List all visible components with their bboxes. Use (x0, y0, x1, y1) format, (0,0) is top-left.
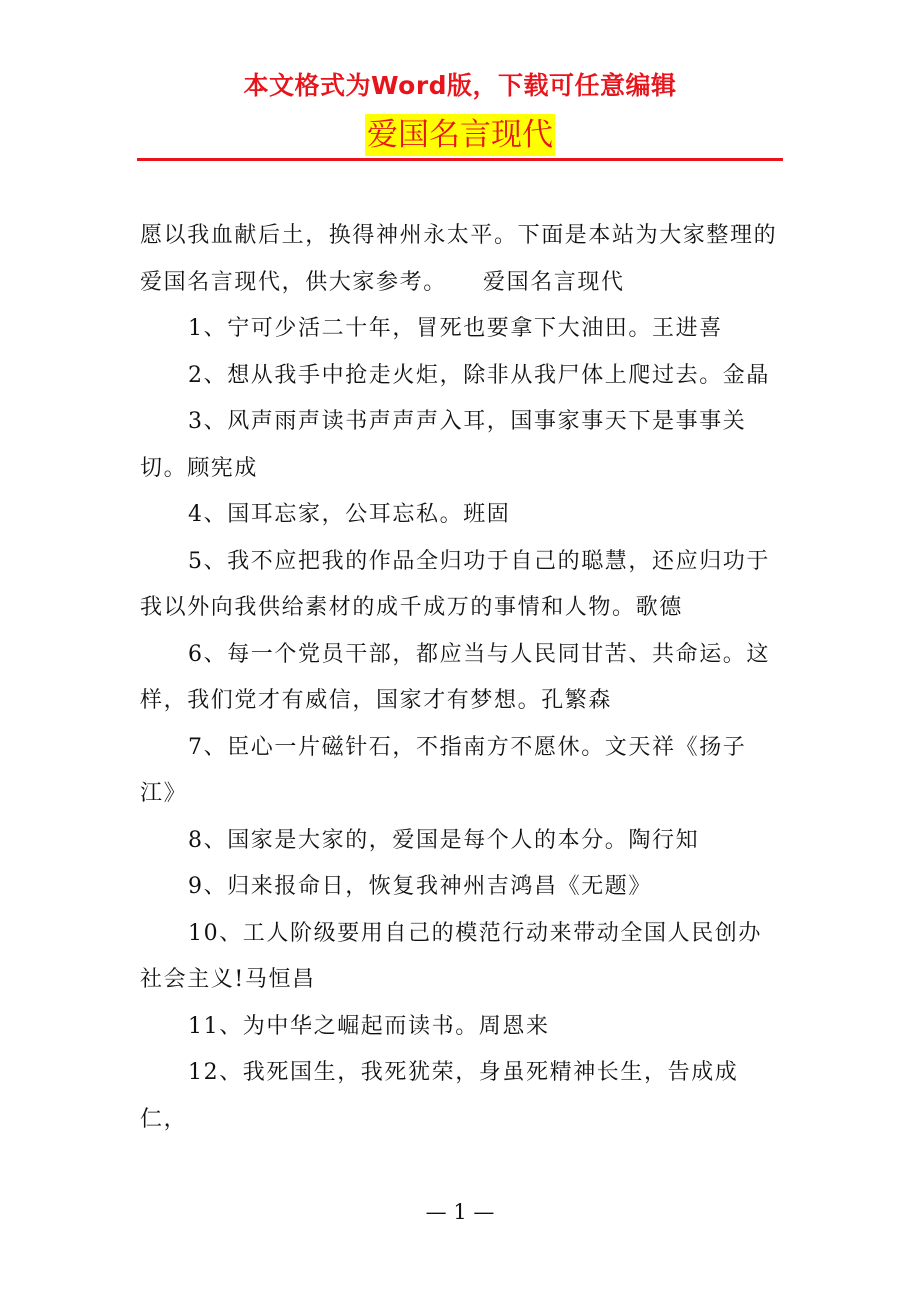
quote-item-11: 11、为中华之崛起而读书。周恩来 (188, 1013, 550, 1039)
quote-item-10: 10、工人阶级要用自己的模范行动来带动全国人民创办社会主义!马恒昌 (140, 920, 762, 992)
title-divider (137, 158, 783, 161)
quote-item-8: 8、国家是大家的，爱国是每个人的本分。陶行知 (188, 827, 700, 853)
page-number: — 1 — (425, 1200, 495, 1224)
document-body (140, 213, 780, 1143)
intro-paragraph: 愿以我血献后土，换得神州永太平。下面是本站为大家整理的爱国名言现代，供大家参考。 爱国名言现代 (140, 223, 778, 295)
title-container (0, 114, 920, 156)
quote-item-5: 5、我不应把我的作品全归功于自己的聪慧，还应归功于我以外向我供给素材的成千成万的事情和人物。歌德 (140, 548, 770, 620)
quote-item-6: 6、每一个党员干部，都应当与人民同甘苦、共命运。这样，我们党才有威信，国家才有梦想。孔繁森 (140, 641, 770, 713)
quote-item-7: 7、臣心一片磁针石，不指南方不愿休。文天祥《扬子江》 (140, 734, 747, 806)
quote-item-1: 1、宁可少活二十年，冒死也要拿下大油田。王进喜 (188, 316, 723, 341)
quote-item-4: 4、国耳忘家，公耳忘私。班固 (188, 502, 511, 527)
quote-item-12: 12、我死国生，我死犹荣，身虽死精神长生，告成成仁， (140, 1060, 739, 1132)
document-title: 爱国名言现代 (365, 114, 555, 156)
format-notice: 本文格式为Word版，下载可任意编辑 (243, 71, 677, 100)
quote-item-2: 2、想从我手中抢走火炬，除非从我尸体上爬过去。金晶 (188, 362, 770, 388)
quote-item-9: 9、归来报命日，恢复我神州吉鸿昌《无题》 (188, 874, 652, 899)
quote-item-3: 3、风声雨声读书声声声入耳，国事家事天下是事事关切。顾宪成 (140, 409, 747, 481)
